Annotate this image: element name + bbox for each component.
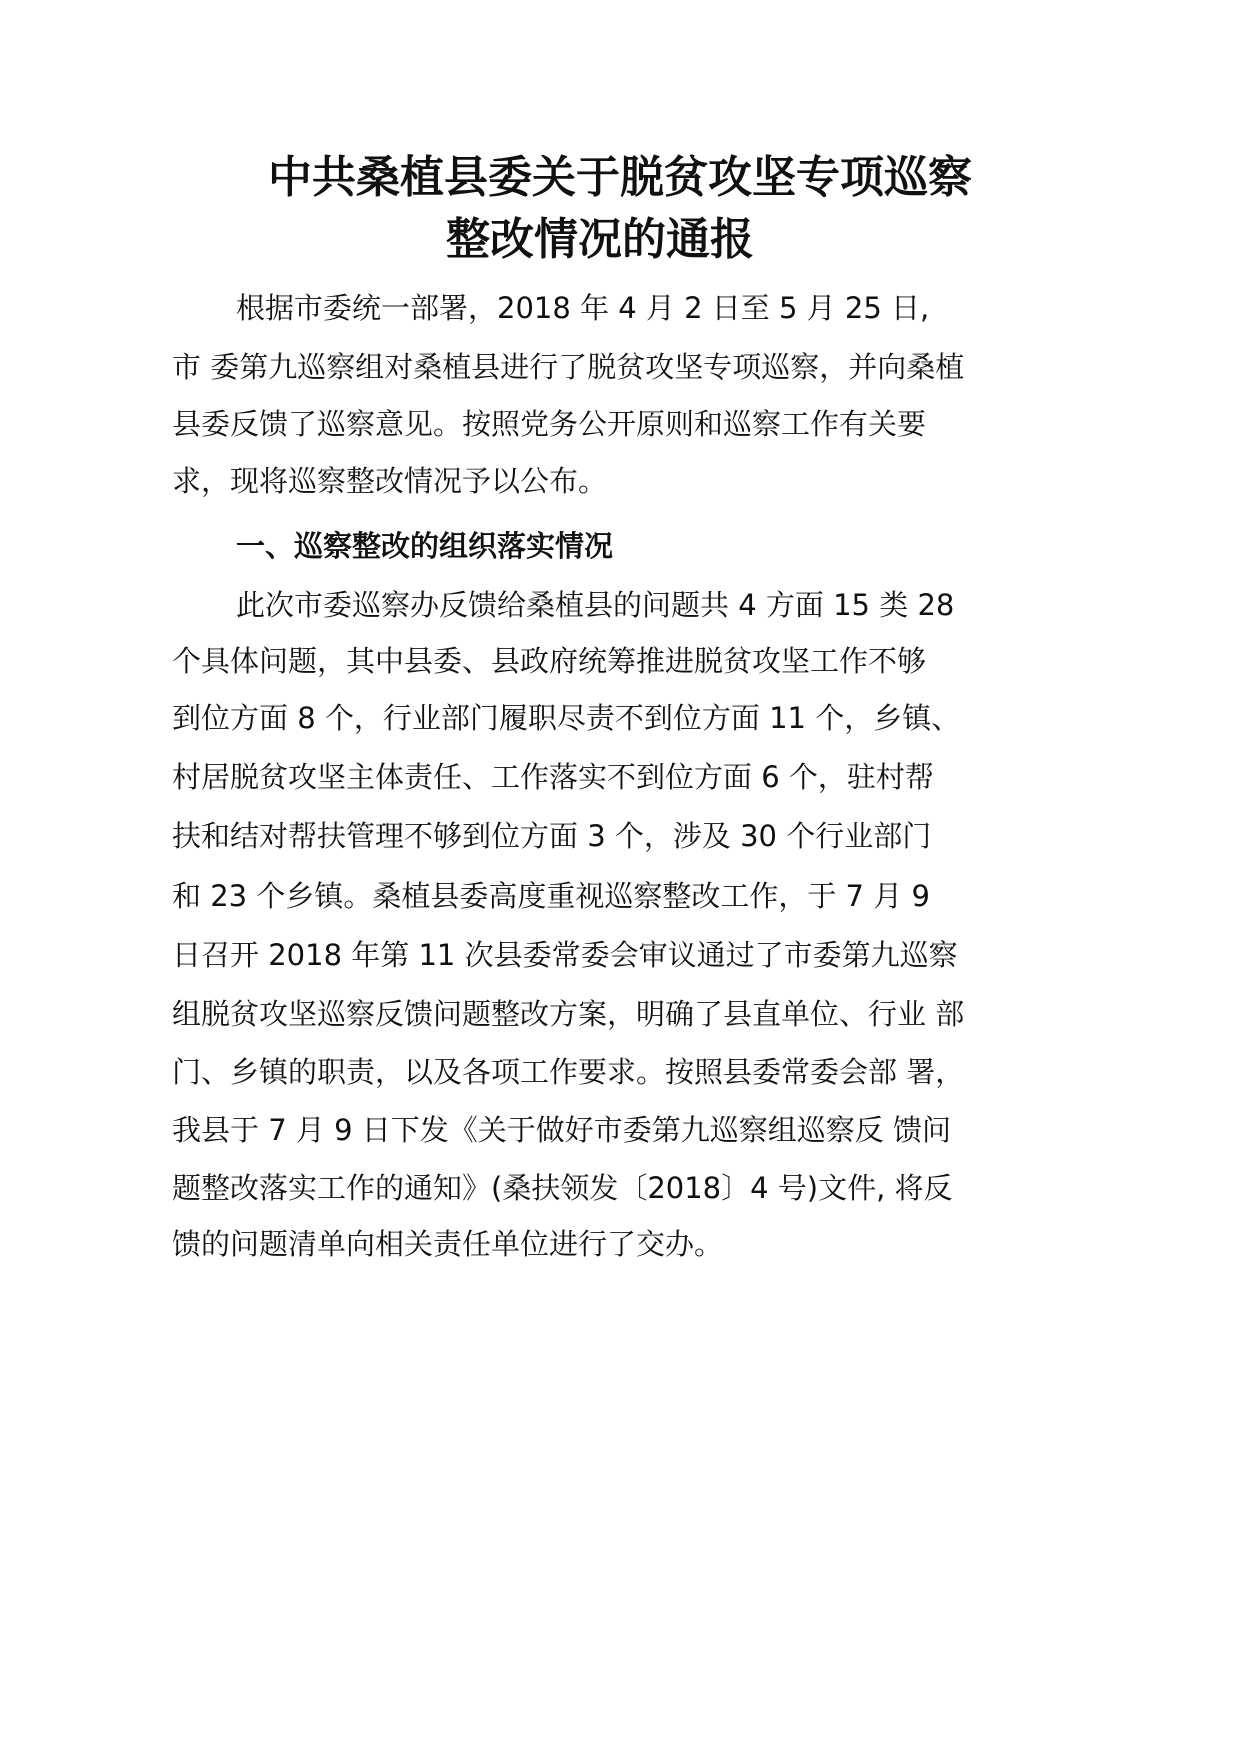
paragraph-line: 和 23 个乡镇。桑植县委高度重视巡察整改工作，于 7 月 9 (172, 879, 930, 913)
document-title-line-1: 中共桑植县委关于脱贫攻坚专项巡察 (268, 152, 972, 203)
document-title-line-2: 整改情况的通报 (446, 214, 754, 265)
paragraph-line: 组脱贫攻坚巡察反馈问题整改方案，明确了县直单位、行业 部 (172, 997, 965, 1031)
paragraph-line: 扶和结对帮扶管理不够到位方面 3 个，涉及 30 个行业部门 (172, 819, 932, 853)
paragraph-line: 题整改落实工作的通知》(桑扶领发〔2018〕4 号)文件, 将反 (172, 1171, 953, 1205)
paragraph-line: 市 委第九巡察组对桑植县进行了脱贫攻坚专项巡察，并向桑植 (172, 350, 965, 384)
paragraph-line: 馈的问题清单向相关责任单位进行了交办。 (172, 1227, 724, 1261)
paragraph-line: 求，现将巡察整改情况予以公布。 (172, 464, 608, 498)
section-heading: 一、巡察整改的组织落实情况 (236, 529, 614, 563)
paragraph-line: 县委反馈了巡察意见。按照党务公开原则和巡察工作有关要 (172, 407, 927, 441)
paragraph-line: 个具体问题，其中县委、县政府统筹推进脱贫攻坚工作不够 (172, 644, 927, 678)
paragraph-line: 此次市委巡察办反馈给桑植县的问题共 4 方面 15 类 28 (236, 588, 955, 622)
paragraph-line: 我县于 7 月 9 日下发《关于做好市委第九巡察组巡察反 馈问 (172, 1113, 951, 1147)
paragraph-line: 日召开 2018 年第 11 次县委常委会审议通过了市委第九巡察 (172, 938, 958, 972)
paragraph-line: 村居脱贫攻坚主体责任、工作落实不到位方面 6 个，驻村帮 (172, 760, 934, 794)
paragraph-line: 门、乡镇的职责，以及各项工作要求。按照县委常委会部 署， (172, 1055, 965, 1089)
paragraph-line: 到位方面 8 个，行业部门履职尽责不到位方面 11 个，乡镇、 (172, 701, 961, 735)
paragraph-line: 根据市委统一部署，2018 年 4 月 2 日至 5 月 25 日, (236, 291, 930, 325)
